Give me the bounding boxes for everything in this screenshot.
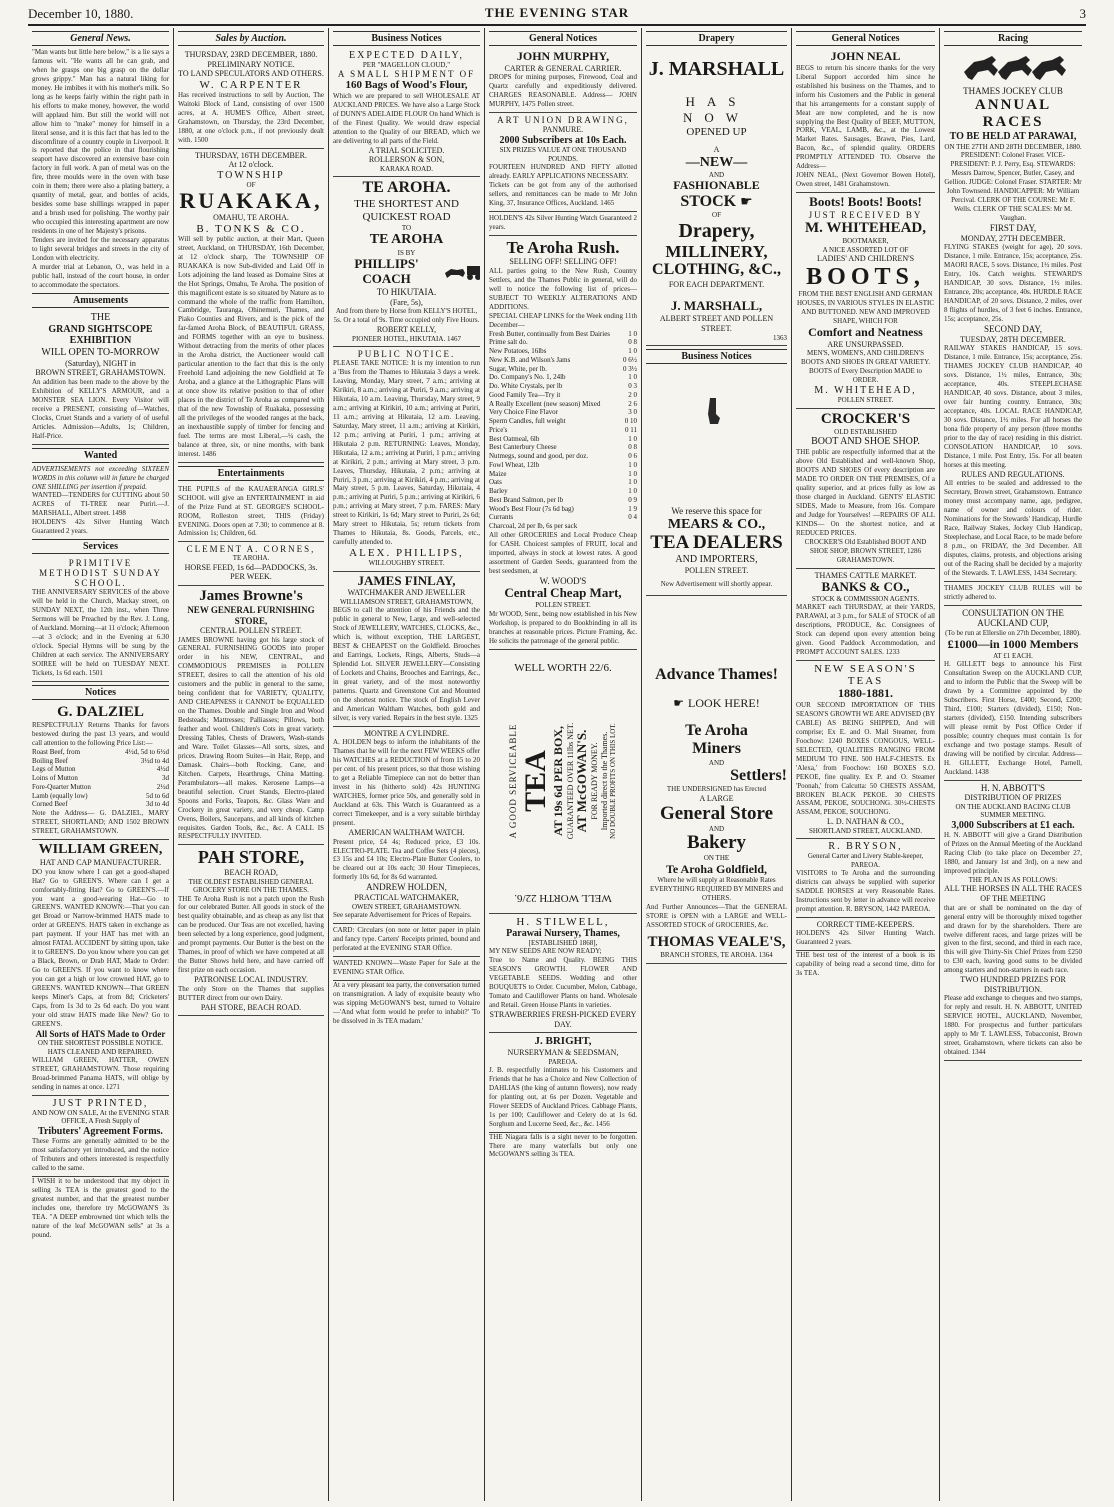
grocery-row-label: Very Choice Fine Flavor — [489, 408, 559, 417]
advertisement: G. DALZIEL RESPECTFULLY Returns Thanks for favors bestowed during the past 13 years, and would call attention to the following Price List:— Roast Beef, from 4½d, 5d to 6½d Boiling Beef 3½d to 4d Legs of Mutton 4½d Loins of Mutton 3d Fore-Quarter Mutton 2½d Lamb (equally low) 5d to 6d Corned Beef 3d to 4d Note the Address— G. DALZIEL, MARY STREET, SHORTLAND; AND 1502 BROWN STREET, GRAHAMSTOWN. — [32, 702, 169, 840]
column-drapery — [642, 28, 792, 1501]
section-heading: Wanted — [32, 448, 169, 463]
grocery-row-label: New Potatoes, 16lbs — [489, 347, 547, 356]
section-heading: Business Notices — [333, 31, 480, 46]
grocery-row-label: Fresh Butter, continually from Best Dairies — [489, 329, 611, 338]
grocery-row-price: 1 0 — [628, 469, 637, 478]
advertisement: WANTED KNOWN—Waste Paper for Sale at the EVENING STAR Office. — [333, 957, 480, 981]
section-heading: General Notices — [489, 31, 637, 46]
price-row-label: Legs of Mutton — [32, 765, 76, 774]
grocery-row-price: 0 8 — [628, 338, 637, 347]
grocery-row-price: 1 0 — [628, 434, 637, 443]
price-row-price: 2½d — [156, 782, 169, 791]
grocery-row-price: 1 0 — [628, 478, 637, 487]
section-heading: General News. — [32, 31, 169, 46]
advertisement: H. STILWELL, Parawai Nursery, Thames, [ESTABLISHED 1868], MY NEW SEEDS ARE NOW READY; True to Name and Quality. BEING THIS SEASON'S GROWTH. FLOWER AND VEGETABLE SEEDS. Wedding and other BOUQUETS to Order. Cucumber, Melon, Cabbage, Tomato and Cauliflower Plants on hand. Wholesale and Retail. Green House Plants in varieties. STRAWBERRIES FRESH-PICKED EVERY DAY. — [489, 914, 637, 1034]
section-heading: General Notices — [796, 31, 935, 46]
advertisement — [646, 366, 787, 596]
section-heading: Business Notices — [646, 349, 787, 364]
grocery-row — [489, 478, 637, 487]
grocery-row — [489, 426, 637, 435]
grocery-row-price: 1 0 — [628, 347, 637, 356]
price-row-label: Lamb (equally low) — [32, 791, 88, 800]
column-business-notices: Business Notices EXPECTED DAILY, PER "MAGELLON CLOUD," A SMALL SHIPMENT OF 160 Bags of Wood's Flour, Which we are prepared to sell WHOLESALE AT AUCKLAND PRICES. We have also a Large Stock of DUNN'S ADELAIDE FLOUR On hand Which is of the Finest Quality. We would draw especial attention to the Quality of our BREAD, which we are delivering to all parts of the Field. A TRIAL SOLICITED. ROLLERSON & SON, KARAKA ROAD. TE AROHA. THE SHORTEST AND QUICKEST ROAD TO TE AROHA IS BY PHILLIPS' COACH TO HIKUTAIA. (Fare, 5s), And from there by Horse from KELLY'S HOTEL, 5s. Or a total of 9s. Time occupied only Five Hours. ROBERT KELLY, PIONEER HOTEL, HIKUTAIA. 1467 PUBLIC NOTICE. PLEASE TAKE NOTICE: It is my intention to run a 'Bus from the Thames to Hikutaia 3 days a week. Leaving, Monday, Mary street, 7 a.m.; arriving at Kirikiri, 8 a.m.; arriving at Puriri, 9 a.m.; arriving at Hikutaia, 10 a.m. Leaving, Thursday, Mary street, 9 a.m.; arriving at Kirikiri, 10 a.m.; arriving at Puriri, 11 a.m.; arriving at Hikutaia, 12 a.m. Leaving, Saturday, Mary street, 11 a.m.; arriving at Kirikiri, 12 p.m.; arriving at Puriri, 1 p.m.; arriving at Hikutaia 2 p.m. RETURNING: Leaves, Monday, Hikutaia, 12 a.m.; arriving at Puriri, 1 p.m.; arriving at Kirikiri, 2 p.m.; arriving at Mary street, 3 p.m. Leaves, Thursday, Hikutaia, 2 p.m.; arriving at Puriri, 3 p.m.; arriving at Kirikiri, 4 p.m.; arriving at Mary street, 5 p.m. Leaves, Saturday, Hikutaia, 4 p.m.; arriving at Puriri, 5 p.m.; arriving at Kirikiri, 6 p.m.; arriving at Mary street, 7 p.m. FARES: Mary street to Kirikiri, 1s 6d; Mary street to Puriri, 2s 6d; Mary street to Hikutaia, 5s; return tickets from Thames to Hikutaia, 8s. Goods, Parcels, etc., carefully attended to. ALEX. PHILLIPS, WILLOUGHBY STREET. JAMES FINLAY, WATCHMAKER AND JEWELLER WILLIAMSON STREET, GRAHAMSTOWN, BEGS to call the attention of his Friends and the public in general to New, Large, and well-selected Stock of JEWELLERY, WATCHES, CLOCKS, &c., which is, without exception, THE LARGEST, BEST & CHEAPEST on the Goldfield. Brooches and Earrings, Lockets, Rings, Alberts, Studs—a Splendid Lot. SILVER JEWELLERY—Consisting of Lockets and Chains, Brooches and Earrings, &c., in great variety, and of the most noteworthy patterns. Quartz and Greenstone Cut and Mounted on the shortest notice. The stock of English Lever and American Waltham Watches, both gold and silver, is very varied. Repairs in the best style. 1325 MONTRE A CYLINDRE. A. HOLDEN begs to inform the inhabitants of the Thames that he will for the next FEW WEEKS offer his WATCHES at a REDUCTION of from 15 to 20 per cent. of his present prices, so that those wishing to get a Reliable Timepiece can not do better than invest in his (hitherto sold) 42s HUNTING WATCHES, former price 50s, and generally sold in Auckland at 63s. This Watch is Guaranteed as a correct Timekeeper, and is a very suitable birthday present. AMERICAN WALTHAM WATCH. Present price, £4 4s; Reduced price, £3 10s. ELECTRO-PLATE. Tea and Coffee Sets (4 pieces), £3 15s and £4 10s; Electro-Plate Butter Coolers, to be cleared out at 10s each; 30 Hour Timepieces, formerly 10s 6d, for 8s 6d warranted. ANDREW HOLDEN, PRACTICAL WATCHMAKER, OWEN STREET, GRAHAMSTOWN. See separate Advertisement for Prices of Repairs. CARD: Circulars (on note or letter paper in plain and fancy type. Carters' Receipts printed, bound and perforated at the EVENING STAR Office. WANTED KNOWN—Waste Paper for Sale at the EVENING STAR Office. At a very pleasant tea party, the conversation turned on transmigration. A lady of exquisite beauty who was sipping McGOWAN'S best, turned to Voltaire—'And what form would he prefer to inhabit?' 'To be dissolved in 3s TEA madam.' — [329, 28, 485, 1501]
advertisement: THAMES JOCKEY CLUB ANNUAL RACES TO BE HELD AT PARAWAI, ON THE 27TH AND 28TH DECEMBER, 1880. PRESIDENT: Colonel Fraser. VICE-PRESIDENT: P. J. Perry, Esq. STEWARDS: Messrs Darrow, Spencer, Butler, Casey, and Gellion. JUDGE: Colonel Fraser. STARTER: Mr John Townsend. HANDICAPPER: Mr William Percival. CLERK OF THE COURSE: Mr F. Wells. CLERK OF THE SCALES: Mr M. Vaughan. FIRST DAY, MONDAY, 27TH DECEMBER. FLYING STAKES (weight for age), 20 sovs. Distance, 1 mile. Entrance, 15s; acceptance, 25s. MAORI RACE, 5 sovs. Distance, 1½ miles. Post Entry, 10s. Catch weights. STEWARD'S HANDICAP, 30 sovs. Distance, 1½ miles. Entrance, 20s; acceptance, 40s. HURDLE RACE HANDICAP, of 20 sovs. Distance, 2 miles, over 8 flights of hurdles, of 3 feet 6 inches. Entrance, 15s; acceptance, 25s. SECOND DAY, TUESDAY, 28TH DECEMBER. RAILWAY STAKES HANDICAP, 15 sovs. Distance, 1 mile. Entrance, 15s; acceptance, 25s. THAMES JOCKEY CLUB HANDICAP, 40 sovs. Distance, 1½ miles, Entrance, 30s; acceptance, 40s. STEEPLECHASE HANDICAP, 40 sovs. Distance, about 3 miles, over fair hunting country. Entrance, 30s; acceptance, 40s. LOCAL RACE HANDICAP, 30 sovs. Distance, 1½ miles. For all horses the bona fide property of any person (three months prior to the day of race) residing in this district. CONSOLATION HANDICAP, 10 sovs. Distance, 1 mile. Post Entry, 15s. For all beaten horses at this meeting. RULES AND REGULATIONS. All entries to be sealed and addressed to the Secretary, Brown street, Grahamstown. Entrance money must accompany name, age, pedigree, name of owner and colours of rider. Nominations for the Stewards' Handicap, Hurdle Race, Railway Stakes, Jockey Club Handicap, Steeplechase, and Local Race, to be made before 8 p.m., on FRIDAY, the 3rd December. All disputes, claims, protests, and objections arising out of the Racing shall be decided by a majority of the Stewards. T. LAWLESS, 1434 Secretary. — [944, 84, 1082, 582]
racehorses-icon — [958, 48, 1068, 82]
grocery-row-label: Fowl Wheat, 12lb — [489, 460, 540, 469]
grocery-row-label: New K.B. and Wilson's Jams — [489, 355, 571, 364]
price-row-price: 3½d to 4d — [140, 756, 169, 765]
grocery-row — [489, 487, 637, 496]
advertisement: PAH STORE, BEACH ROAD, THE OLDEST ESTABLISHED GENERAL GROCERY STORE ON THE THAMES. THE Te Aroha Rush is not a patch upon the Rush for our celebrated Butter. All goods in stock of the best quality obtainable, and as cheap as any list that can be produced. Our Teas are not excelled, having been selected by a long experience, good judgment, and prompt payments. Our Butter is the best on the Thames, in proof of which we have competed at all the Butter Shows held here, and have carried off first prize on each occasion. PATRONISE LOCAL INDUSTRY. The only Store on the Thames that supplies BUTTER direct from our own Dairy. PAH STORE, BEACH ROAD. — [178, 845, 324, 1016]
pointing-hand-icon — [704, 396, 724, 426]
grocery-row — [489, 452, 637, 461]
grocery-row-label: Good Family Tea—Try it — [489, 390, 561, 399]
coach-and-horses-icon — [443, 263, 480, 281]
advertisement: Te Aroha Rush. SELLING OFF! SELLING OFF! ALL parties going to the New Rush, Country Settlers, and the Thames Public in general, will do well to notice the following list of prices— SUBJECT TO WEEKLY ALTERATIONS AND ADDITIONS. SPECIAL CHEAP LINKS for the Week ending 11th December— Fresh Butter, continually from Best Dairies 1 0 Prime salt do. 0 8 New Potatoes, 16lbs 1 0 New K.B. and Wilson's Jams 0 6½ Sugar, White, per lb. 0 3½ Do. Company's No. 1, 24lb 1 0 Do. White Crystals, per lb 0 3 Good Family Tea—Try it 2 0 A Really Excellent (new season) Mixed 2 6 Very Choice Fine Flavor 3 0 Sperm Candles, full weight 0 10 Price's 0 11 Best Oatmeal, 6lb 1 0 Best Canterbury Cheese 0 8 Nutmegs, sound and good, per doz. 0 6 Fowl Wheat, 12lb 1 0 Maize 1 0 Oats 1 0 Barley 1 0 Best Brand Salmon, per lb 0 9 Wood's Best Flour (7s 6d bag) 1 9 Currants 0 4 Charcoal, 2d per lb, 6s per sack All other GROCERIES and Local Produce Cheap for CASH. Choicest samples of FRUIT, local and imported, always in stock at lowest rates. A good assortment of Garden Seeds, guaranteed from the best seedsmen, at W. WOOD'S Central Cheap Mart, POLLEN STREET. Mr WOOD, Senr., being now established in his New Workshop, is prepared to do Bookbinding in all its branches at reasonable prices. Picture Framing, &c. He solicits the patronage of the general public. — [489, 236, 637, 650]
advertisement: CLEMENT A. CORNES, TE AROHA. HORSE FEED, 1s 6d—PADDOCKS, 3s. PER WEEK. — [178, 542, 324, 586]
grocery-row-label: Price's — [489, 425, 508, 434]
price-row — [32, 783, 169, 792]
grocery-row — [489, 443, 637, 452]
advertisement: THURSDAY, 23RD DECEMBER, 1880. PRELIMINARY NOTICE. TO LAND SPECULATORS AND OTHERS. W. CARPENTER Has received instructions to sell by Auction, The Waitoki Block of Land, consisting of over 1500 acres, at A. HUME'S Office, Albert street, Grahamstown, on Thursday, the 23rd December, 1880, at one o'clock p.m., if not previously dealt with. 1500 — [178, 48, 324, 149]
price-row-label: Loins of Mutton — [32, 774, 78, 783]
price-row-label: Corned Beef — [32, 800, 68, 809]
masthead: THE EVENING STAR — [484, 5, 630, 20]
grocery-row-label: A Really Excellent (new season) Mixed — [489, 399, 601, 408]
grocery-row — [489, 400, 637, 409]
pointing-hand-icon: ☛ — [740, 195, 753, 211]
advertisement: THAMES JOCKEY CLUB RULES will be strictly adhered to. — [944, 582, 1082, 606]
grocery-row-price: 2 6 — [628, 399, 637, 408]
grocery-row — [489, 356, 637, 365]
grocery-row — [489, 522, 637, 531]
price-row-price: 4½d — [156, 765, 169, 774]
grocery-row — [489, 373, 637, 382]
news-item: "Man wants but little here below," is a lie says a famous wit. "He wants all he can grab, and when he grasps one big grasp on the dollar grows grippy." Man has a natural liking for money. He imbibes it with his mother's milk. So long as he keeps fairly within the right path in his efforts to make money, however, the world will applaud him. But still the world will not allow him to "make" money for himself in a literal sense, and it is this fact that has led to the discomfiture of a country couple in Liverpool. It is reported that the police in that flourishing seaport have discovered an extensive base coin factory in full work. A pan of metal was on the fire, three moulds were in the oven with base coin in them; there were also a plating battery, a quantity of metal, gear, and bottles of acids, besides some base shillings wrapped in paper and a brush used for polishing. The worthy pair who occupied this interesting apartment are now residents in one of her Majesty's prisons. — [32, 48, 169, 236]
advertisement: HOLDEN'S 42s Silver Hunting Watch Guaranteed 2 years. — [489, 212, 637, 236]
price-row-label: Fore-Quarter Mutton — [32, 782, 91, 791]
column-general-notices: General Notices JOHN MURPHY, CARTER & GENERAL CARRIER. DROPS for mining purposes, Firewood, Coal and Quartz carefully and expeditiously delivered. CHARGES REASONABLE. Address— JOHN MURPHY, 1475 Pollen street. ART UNION DRAWING, PANMURE. 2000 Subscribers at 10s Each. SIX PRIZES VALUE AT ONE THOUSAND POUNDS. FOURTEEN HUNDRED AND FIFTY allotted already. EARLY APPLICATIONS NECESSARY. Tickets can be got from any of the authorised sellers, and remittances can be made to Mr John King, 37, Insurance Offices, Auckland. 1465 HOLDEN'S 42s Silver Hunting Watch Guaranteed 2 years. Te Aroha Rush. SELLING OFF! SELLING OFF! ALL parties going to the New Rush, Country Settlers, and the Thames Public in general, will do well to notice the following list of prices— SUBJECT TO WEEKLY ALTERATIONS AND ADDITIONS. SPECIAL CHEAP LINKS for the Week ending 11th December— Fresh Butter, continually from Best Dairies 1 0 Prime salt do. 0 8 New Potatoes, 16lbs 1 0 New K.B. and Wilson's Jams 0 6½ Sugar, White, per lb. 0 3½ Do. Company's No. 1, 24lb 1 0 Do. White Crystals, per lb 0 3 Good Family Tea—Try it 2 0 A Really Excellent (new season) Mixed 2 6 Very Choice Fine Flavor 3 0 Sperm Candles, full weight 0 10 Price's 0 11 Best Oatmeal, 6lb 1 0 Best Canterbury Cheese 0 8 Nutmegs, sound and good, per doz. 0 6 Fowl Wheat, 12lb 1 0 Maize 1 0 Oats 1 0 Barley 1 0 Best Brand Salmon, per lb 0 9 Wood's Best Flour (7s 6d bag) 1 9 Currants 0 4 Charcoal, 2d per lb, 6s per sack All other GROCERIES and Local Produce Cheap for CASH. Choicest samples of FRUIT, local and imported, always in stock at lowest rates. A good assortment of Garden Seeds, guaranteed from the best seedsmen, at W. WOOD'S Central Cheap Mart, POLLEN STREET. Mr WOOD, Senr., being now established in his New Workshop, is prepared to do Bookbinding in all its branches at reasonable prices. Picture Framing, &c. He solicits the patronage of the general public. WELL WORTH 22/6. A GOOD SERVICEABLE TEA AT 19s 6d PER BOX, GUARANTEED OVER 11lbs NET. AT McGOWAN'S. FOR READY MONEY. Imported direct to the Thames. NO DOUBLE PROFITS ON THIS LOT. WELL WORTH 22/6. H. STILWELL, Parawai Nursery, Thames, [ESTABLISHED 1868], MY NEW SEEDS ARE NOW READY; True to Name and Quality. BEING THIS SEASON'S GROWTH. FLOWER AND VEGETABLE SEEDS. Wedding and other BOUQUETS to Order. Cucumber, Melon, Cabbage, Tomato and Cauliflower Plants on hand. Wholesale and Retail. Green House Plants in varieties. STRAWBERRIES FRESH-PICKED EVERY DAY. J. BRIGHT, NURSERYMAN & SEEDSMAN, PAREOA. J. B. respectfully intimates to his Customers and Friends that he has a Choice and New Collection of DAHLIAS (the king of autumn flowers), now ready for planting out, at 6s per Dozen. Vegetable and Flower SEEDS of Auckland Prices. Cabbage Plants, 1s per 100; Cauliflower and Celery do at 1s 6d. Sorghum and Lucerne Seed, &c., &c. 1456 THE Niagara falls is a sight never to be forgotten. There are many waterfalls but only one McGOWAN'S selling 3s TEA. — [485, 28, 642, 1501]
grocery-row-label: Maize — [489, 469, 507, 478]
grocery-row-label: Do. White Crystals, per lb — [489, 382, 563, 391]
advertisement: JUST PRINTED, AND NOW ON SALE, At the EVENING STAR OFFICE, A Fresh Supply of Tributers' Agreement Forms. These Forms are generally admitted to be the most satisfactory yet introduced, and the notice of Tributers and others interested is respectfully called to the same. — [32, 1096, 169, 1177]
advertisement: NEW SEASON'S TEAS 1880-1881. OUR SECOND IMPORTATION OF THIS SEASON'S GROWTH WE ARE ADVISED (BY CABLE) AS BEING SHIPPED, And will comprise; Ex E. and O. Mail Steamer, from Foochow: 1240 BOXES CONGOUS, WELL-SELECTED, QUALITIES RANGING FROM MEDIUM TO FINE. 500 HALF-CHESTS. Ex 'Alexa,' from Foochow: 160 BOXES S.O. PEKOE, fine quality. Ex P. and O. Steamer 'Poonah,' from Calcutta: 50 CHESTS ASSAM, BROKEN BLACK PEKOE. 30 CHESTS ASSAM, PEKOE, SOUCHONG. 30½-CHESTS ASSAM, PEKOE, SOUCHONG. L. D. NATHAN & CO., SHORTLAND STREET, AUCKLAND. — [796, 661, 935, 839]
advertisement: THE PUPILS of the KAUAERANGA GIRLS' SCHOOL will give an ENTERTAINMENT in aid of the Prize Fund at ST. GEORGE'S SCHOOL-ROOM, Rolleston street, THIS (Friday) EVENING. Doors open at 7.30; to commence at 8. Admission 1s; Children, 6d. — [178, 483, 324, 543]
advertisement: CORRECT TIME-KEEPERS. HOLDEN'S 42s Silver Hunting Watch. Guaranteed 2 years. — [796, 918, 935, 952]
newspaper-columns — [28, 28, 1086, 1501]
grocery-row-price: 0 3 — [628, 382, 637, 391]
price-row-price: 4½d, 5d to 6½d — [125, 747, 169, 756]
tea-advertisement: WELL WORTH 22/6. A GOOD SERVICEABLE TEA AT 19s 6d PER BOX, GUARANTEED OVER 11lbs NET. AT McGOWAN'S. FOR READY MONEY. Imported direct to the Thames. NO DOUBLE PROFITS ON THIS LOT. WELL WORTH 22/6. — [489, 650, 637, 914]
grocery-row-label: Sugar, White, per lb. — [489, 364, 547, 373]
advertisement: Advance Thames! ☛ LOOK HERE! Te Aroha Miners AND Settlers! THE UNDERSIGNED has Erected A LARGE General Store AND Bakery ON THE Te Aroha Goldfield, Where he will supply at Reasonable Rates EVERYTHING REQUIRED BY MINERS and OTHERS. And Further Announces—That the GENERAL STORE is OPEN with a LARGE and WELL-ASSORTED STOCK of GROCERIES, &c. THOMAS VEALE'S, BRANCH STORES, TE AROHA. 1364 — [646, 596, 787, 964]
advertisement: James Browne's NEW GENERAL FURNISHING STORE, CENTRAL POLLEN STREET. JAMES BROWNE having got his large stock of GENERAL FURNISHING GOODS into proper order in his NEW, CENTRAL, and COMMODIOUS PREMISES in POLLEN STREET, desires to call the attention of his old customers and the public in general to the same, being confident that for VARIETY, QUALITY, AND CHEAPNESS it CANNOT be EQUALLED on the Thames. Double and Single Iron and Wood Bedsteads; Mattresses; Palliasses; Pillows, both feather and wool. Children's Cots in great variety. Dressing Tables, Chests of Drawers, Wash-stands and Ware. Toilet Glasses—All sorts, sizes, and prices. Drawing Room Suites—in Hair, Repp, and Damask. Chairs—both Rocking, Cane, and Kitchen. Carpets, Hearthrugs, China Matting. Perambulators—all makes. Kerosene Lamps—a beautiful selection. Cruet Stands, Electro-plated Spoons and Forks, Teapots, &c. Glass Ware and Crockery in great variety, and very cheap. Camp Ovens, Boilers, Saucepans, and all kinds of kitchen requisites. Garden Tools, &c., &c. A CALL IS RESPECTFULLY INVITED. — [178, 586, 324, 845]
grocery-row-label: Barley — [489, 487, 508, 496]
grocery-row-price: 0 6 — [628, 452, 637, 461]
grocery-row-price: 1 0 — [628, 373, 637, 382]
grocery-row — [489, 391, 637, 400]
grocery-row-label: Prime salt do. — [489, 338, 528, 347]
grocery-row — [489, 382, 637, 391]
section-heading: Drapery — [646, 31, 787, 46]
price-list — [32, 748, 169, 809]
grocery-row-label: Do. Company's No. 1, 24lb — [489, 373, 566, 382]
grocery-row-price: 1 0 — [628, 460, 637, 469]
grocery-row-label: Best Oatmeal, 6lb — [489, 434, 540, 443]
column-racing — [940, 28, 1086, 1501]
grocery-row — [489, 513, 637, 522]
price-row-price: 3d to 4d — [146, 800, 169, 809]
advertisement: Boots! Boots! Boots! JUST RECEIVED BY M. WHITEHEAD, BOOTMAKER, A NICE ASSORTED LOT OF LADIES' AND CHILDREN'S BOOTS, FROM THE BEST ENGLISH AND GERMAN HOUSES, IN VARIOUS STYLES IN ELASTIC AND BUTTONED. NEW AND IMPROVED SHAPE, WHICH FOR Comfort and Neatness ARE UNSURPASSED. MEN'S, WOMEN'S, AND CHILDREN'S BOOTS AND SHOES IN GREAT VARIETY. BOOTS of Every Description MADE to ORDER. M. WHITEHEAD, POLLEN STREET. — [796, 193, 935, 408]
grocery-row-label: Charcoal, 2d per lb, 6s per sack — [489, 522, 578, 531]
price-row-price: 3d — [162, 774, 169, 783]
grocery-row — [489, 408, 637, 417]
advertisement: MONTRE A CYLINDRE. A. HOLDEN begs to inform the inhabitants of the Thames that he will for the next FEW WEEKS offer his WATCHES at a REDUCTION of from 15 to 20 per cent. of his present prices, so that those wishing to get a Reliable Timepiece can not do better than invest in his (hitherto sold) 42s HUNTING WATCHES, former price 50s, and generally sold in Auckland at 63s. This Watch is Guaranteed as a correct Timekeeper, and is a very suitable birthday present. AMERICAN WALTHAM WATCH. Present price, £4 4s; Reduced price, £3 10s. ELECTRO-PLATE. Tea and Coffee Sets (4 pieces), £3 15s and £4 10s; Electro-Plate Butter Coolers, to be cleared out at 10s each; 30 Hour Timepieces, formerly 10s 6d, for 8s 6d warranted. ANDREW HOLDEN, PRACTICAL WATCHMAKER, OWEN STREET, GRAHAMSTOWN. See separate Advertisement for Prices of Repairs. — [333, 727, 480, 924]
news-item: Tenders are invited for the necessary apparatus to light several bridges and streets in the city of London with electricity. — [32, 236, 169, 262]
mears-advert: We reserve this space for MEARS & CO., TEA DEALERS AND IMPORTERS, POLLEN STREET. New Advertisement will shortly appear. — [650, 506, 783, 588]
section-heading: Sales by Auction. — [178, 31, 324, 46]
advertisement: PRIMITIVE METHODIST SUNDAY SCHOOL. THE ANNIVERSARY SERVICES of the above will be held in the Church, Mackay street, on SUNDAY NEXT, the 12th inst., when Three Sermons will be Preached by the Rev. J. Long, of Auckland. Morning—at 11 o'clock; Afternoon—at 3 o'clock; and in the Evening at 6.30 o'clock. Special Hymns will be sung by the Children at each service. The ANNIVERSARY SOIREE will be held on TUESDAY NEXT. Tickets, 1s 6d each. 1501 — [32, 556, 169, 682]
grocery-row — [489, 417, 637, 426]
column-general-news: General News. "Man wants but little here below," is a lie says a famous wit. "He wants all he can grab, and when he grasps one big grasp on the dollar grows grippy." Man has a natural liking for money. He imbibes it with his mother's milk. So long as he keeps fairly within the right path in his efforts to make money, however, the world will applaud him. But still the world will not allow him to "make" money for himself in a literal sense, and it is this fact that has led to the discomfiture of a country couple in Liverpool. It is reported that the police in that flourishing seaport have discovered an extensive base coin factory in full work. A pan of metal was on the fire, three moulds were in the oven with base coin in them; there were also a plating battery, a quantity of metal, gear, and bottles of acids, besides some base shillings wrapped in paper and a brush used for polishing. The worthy pair who occupied this interesting apartment are now residents in one of her Majesty's prisons. Tenders are invited for the necessary apparatus to light several bridges and streets in the city of London with electricity. A murder trial at Lebanon, O., was held in a public hall, instead of the court house, in order to accommodate the spectators. Amusements THE GRAND SIGHTSCOPE EXHIBITION WILL OPEN TO-MORROW (Saturday), NIGHT in BROWN STREET, GRAHAMSTOWN. An addition has been made to the above by the Exhibition of KELLY'S ARMOUR, and a MONSTER SEA LION. Every Visitor will receive a PRESENT, consisting of—Watches, Clocks, Cruet Stands and a variety of of useful Articles. Admission—Adults, 1s; Children, Half-Price. Wanted ADVERTISEMENTS not exceeding SIXTEEN WORDS in this column will in future be charged ONE SHILLING per insertion if prepaid. WANTED—TENDERS for CUTTING about 50 ACRES of TI-TREE near Puriri.—J. MARSHALL, Albert street. 1498 HOLDEN'S 42s Silver Hunting Watch Guaranteed 2 years. Services PRIMITIVE METHODIST SUNDAY SCHOOL. THE ANNIVERSARY SERVICES of the above will be held in the Church, Mackay street, on SUNDAY NEXT, the 12th inst., when Three Sermons will be Preached by the Rev. J. Long, of Auckland. Morning—at 11 o'clock; Afternoon—at 3 o'clock; and in the Evening at 6.30 o'clock. Special Hymns will be sung by the Children at each service. The ANNIVERSARY SOIREE will be held on TUESDAY NEXT. Tickets, 1s 6d each. 1501 Notices G. DALZIEL RESPECTFULLY Returns Thanks for favors bestowed during the past 13 years, and would call attention to the following Price List:— Roast Beef, from 4½d, 5d to 6½d Boiling Beef 3½d to 4d Legs of Mutton 4½d Loins of Mutton 3d Fore-Quarter Mutton 2½d Lamb (equally low) 5d to 6d Corned Beef 3d to 4d Note the Address— G. DALZIEL, MARY STREET, SHORTLAND; AND 1502 BROWN STREET, GRAHAMSTOWN. WILLIAM GREEN, HAT AND CAP MANUFACTURER. DO you know where I can get a good-shaped Hat? Go to GREEN'S. Where can I get a comfortably-fitting Hat? Go to GREEN'S.—If you want a good-wearing Hat—Go to GREEN'S. WANTED KNOWN:—That you can get Broad or Narrow-brimmed HATS made to order at GREEN'S. HATS taken in exchange as part payment. If your HAT has met with an almost FATAL ACCIDENT by sitting upon, take it to GREEN'S. Do you know where you can get a Black, Brown, or Drab HAT, Made to Order: Go to GREEN'S. If you want to know where you can get a high or low crowned HAT, go to GREEN'S. WANTED KNOWN—That GREEN keeps Miner's Caps, at from 8d; Cricketers' Caps, from 1s 3d to 2s 6d each. Do you want your old straw HATS made like New? Go to GREEN'S. All Sorts of HATS Made to Order ON THE SHORTEST POSSIBLE NOTICE. HATS CLEANED AND REPAIRED. WILLIAM GREEN, HATTER, OWEN STREET, GRAHAMSTOWN. Those requiring Broad-brimmed Panama HATS, will oblige by sending in names at once. 1271 JUST PRINTED, AND NOW ON SALE, At the EVENING STAR OFFICE, A Fresh Supply of Tributers' Agreement Forms. These Forms are generally admitted to be the most satisfactory yet introduced, and the notice of Tributers and others interested is respectfully called to the same. I WISH it to be understood that my object in selling 3s TEA is the greatest good to the greatest number, and that the greatest number includes one, therefore try McGOWAN'S 3s TEA. "A DEEP embrowned tint which tells the nature of the leaf McGOWAN sells" at 3s a pound. — [28, 28, 174, 1501]
advertisement: CROCKER'S OLD ESTABLISHED BOOT AND SHOE SHOP. THE public are respectfully informed that at the above Old Established and well-known Shop, BOOTS AND SHOES Of every description are MADE TO ORDER ON THE PREMISES, Of a quality superior, and at prices fully as low as those charged in Auckland. GENTS' ELASTIC SIDES, Made to Measure, from 16s. Compare and Judge for Yourselves! —REPAIRS OF ALL KINDS— On the shortest notice, and at REDUCED PRICES. CROCKER'S Old Established BOOT AND SHOE SHOP, BROWN STREET, 1286 GRAHAMSTOWN. — [796, 409, 935, 569]
grocery-row — [489, 496, 637, 505]
advertisement: THURSDAY, 16TH DECEMBER. At 12 o'clock. TOWNSHIP OF RUAKAKA, OMAHU, TE AROHA. B. TONKS & CO. Will sell by public auction, at their Mart, Queen street, Auckland, on THURSDAY, 16th December, at 12 o'clock sharp, The TOWNSHIP OF RUAKAKA is now Sub-divided and Laid Off in Lots adjoining the land leased as Domaine Sites at the Hot Springs, Omahu, Te Aroha. The position of this magnificent estate is so situated by Nature as to command the whole of the traffic from Hamilton, Cambridge, Tauranga, Ohinemuri, Thames, and Piako Counties and Rivers, and is the pick of the far-famed Aroha Block, of BEAUTIFUL GRASS, and FORMS together with an eye to business. Without detracting from the merits of other places in the Aroha district, the Auctioneer would call particular attention to the fact that this is the only Freehold Land adjoining the new Goldfield at Te Aroha, and a glance at the Lithographic Plans will at once show its relative position to that of other places in the district of Te Aroha as compared with that of the new Township of Ruakaka, possessing all the privileges of the wooded ranges at the back, an inexhaustible supply of timber for fencing and fuel. The terms are most Liberal,—¼ cash, the balance at three, six, or nine months, with bank interest. 1486 — [178, 149, 324, 463]
grocery-row — [489, 330, 637, 339]
grocery-row — [489, 470, 637, 479]
grocery-row-label: Wood's Best Flour (7s 6d bag) — [489, 504, 574, 513]
price-row — [32, 748, 169, 757]
grocery-row — [489, 461, 637, 470]
price-row — [32, 800, 169, 809]
stock-line: STOCK ☛ — [680, 193, 753, 211]
advertisement: JAMES FINLAY, WATCHMAKER AND JEWELLER WILLIAMSON STREET, GRAHAMSTOWN, BEGS to call the attention of his Friends and the public in general to New, Large, and well-selected Stock of JEWELLERY, WATCHES, CLOCKS, &c., which is, without exception, THE LARGEST, BEST & CHEAPEST on the Goldfield. Brooches and Earrings, Lockets, Rings, Alberts, Studs—a Splendid Lot. SILVER JEWELLERY—Consisting of Lockets and Chains, Brooches and Earrings, &c., in great variety, and of the most noteworthy patterns. Quartz and Greenstone Cut and Mounted on the shortest notice. The stock of English Lever and American Waltham Watches, both gold and silver, is very varied. Repairs in the best style. 1325 — [333, 572, 480, 727]
grocery-row-label: Currants — [489, 513, 514, 522]
advertisement: WILLIAM GREEN, HAT AND CAP MANUFACTURER. DO you know where I can get a good-shaped Hat? Go to GREEN'S. Where can I get a comfortably-fitting Hat? Go to GREEN'S.—If you want a good-wearing Hat—Go to GREEN'S. WANTED KNOWN:—That you can get Broad or Narrow-brimmed HATS made to order at GREEN'S. HATS taken in exchange as part payment. If your HAT has met with an almost FATAL ACCIDENT by sitting upon, take it to GREEN'S. Do you know where you can get a Black, Brown, or Drab HAT, Made to Order: Go to GREEN'S. If you want to know where you can get a high or low crowned HAT, go to GREEN'S. WANTED KNOWN—That GREEN keeps Miner's Caps, at from 8d; Cricketers' Caps, from 1s 3d to 2s 6d each. Do you want your old straw HATS made like New? Go to GREEN'S. All Sorts of HATS Made to Order ON THE SHORTEST POSSIBLE NOTICE. HATS CLEANED AND REPAIRED. WILLIAM GREEN, HATTER, OWEN STREET, GRAHAMSTOWN. Those requiring Broad-brimmed Panama HATS, will oblige by sending in names at once. 1271 — [32, 840, 169, 1096]
price-row — [32, 765, 169, 774]
advertisement: THAMES CATTLE MARKET. BANKS & CO., STOCK & COMMISSION AGENTS. MARKET each THURSDAY, at their YARDS, PARAWAI, at 3 p.m., for SALE of STOCK of all descriptions, PRODUCE, &c. Consignees of Stock can depend upon every attention being given. Good Paddock Accommodation, and PROMPT ACCOUNT SALES. 1233 — [796, 569, 935, 662]
grocery-row-price: 0 3½ — [623, 364, 637, 373]
advertisement: JOHN MURPHY, CARTER & GENERAL CARRIER. DROPS for mining purposes, Firewood, Coal and Quartz carefully and expeditiously delivered. CHARGES REASONABLE. Address— JOHN MURPHY, 1475 Pollen street. — [489, 48, 637, 113]
advertisement: CARD: Circulars (on note or letter paper in plain and fancy type. Carters' Receipts printed, bound and perforated at the EVENING STAR Office. — [333, 924, 480, 957]
grocery-row-price: 0 11 — [625, 425, 637, 434]
advertisement: TE AROHA. THE SHORTEST AND QUICKEST ROAD TO TE AROHA IS BY PHILLIPS' COACH TO HIKUTAIA. (Fare, 5s), And from there by Horse from KELLY'S HOTEL, 5s. Or a total of 9s. Time occupied only Five Hours. ROBERT KELLY, PIONEER HOTEL, HIKUTAIA. 1467 — [333, 177, 480, 347]
grocery-row-price: 0 10 — [624, 417, 637, 426]
column-sales-by-auction — [174, 28, 329, 1501]
grocery-row — [489, 338, 637, 347]
grocery-row-price: 0 8 — [628, 443, 637, 452]
grocery-row — [489, 435, 637, 444]
section-heading: Amusements — [32, 293, 169, 308]
look-here-line: ☛ LOOK HERE! — [673, 695, 760, 710]
pointing-hand-icon: ☛ — [673, 695, 685, 710]
page-number: 3 — [1079, 6, 1086, 21]
grocery-row-price: 2 0 — [628, 390, 637, 399]
grocery-row-label: Best Brand Salmon, per lb — [489, 495, 564, 504]
grocery-row-price: 1 0 — [628, 329, 637, 338]
column-general-notices-2: General Notices JOHN NEAL BEGS to return his sincere thanks for the very Liberal Support accorded him since he established his business on the Thames, and to inform his Customers and the Public in general that his arrangements for a constant supply of Meat are now completed, and he is now supplying the Best Quality of BEEF, MUTTON, PORK, VEAL, LAMB, &c., at the Lowest Market Rates. Sausages, Brawn, Pies, Lard, Bacon, &c., of splendid quality. ORDERS PROMPTLY ATTENDED TO. Observe the Address— JOHN NEAL, (Next Governor Bowen Hotel), Owen street, 1481 Grahamstown. Boots! Boots! Boots! JUST RECEIVED BY M. WHITEHEAD, BOOTMAKER, A NICE ASSORTED LOT OF LADIES' AND CHILDREN'S BOOTS, FROM THE BEST ENGLISH AND GERMAN HOUSES, IN VARIOUS STYLES IN ELASTIC AND BUTTONED. NEW AND IMPROVED SHAPE, WHICH FOR Comfort and Neatness ARE UNSURPASSED. MEN'S, WOMEN'S, AND CHILDREN'S BOOTS AND SHOES IN GREAT VARIETY. BOOTS of Every Description MADE to ORDER. M. WHITEHEAD, POLLEN STREET. CROCKER'S OLD ESTABLISHED BOOT AND SHOE SHOP. THE public are respectfully informed that at the above Old Established and well-known Shop, BOOTS AND SHOES Of every description are MADE TO ORDER ON THE PREMISES, Of a quality superior, and at prices fully as low as those charged in Auckland. GENTS' ELASTIC SIDES, Made to Measure, from 16s. Compare and Judge for Yourselves! —REPAIRS OF ALL KINDS— On the shortest notice, and at REDUCED PRICES. CROCKER'S Old Established BOOT AND SHOE SHOP, BROWN STREET, 1286 GRAHAMSTOWN. THAMES CATTLE MARKET. BANKS & CO., STOCK & COMMISSION AGENTS. MARKET each THURSDAY, at their YARDS, PARAWAI, at 3 p.m., for SALE of STOCK of all descriptions, PRODUCE, &c. Consignees of Stock can depend upon every attention being given. Good Paddock Accommodation, and PROMPT ACCOUNT SALES. 1233 NEW SEASON'S TEAS 1880-1881. OUR SECOND IMPORTATION OF THIS SEASON'S GROWTH WE ARE ADVISED (BY CABLE) AS BEING SHIPPED, And will comprise; Ex E. and O. Mail Steamer, from Foochow: 1240 BOXES CONGOUS, WELL-SELECTED, QUALITIES RANGING FROM MEDIUM TO FINE. 500 HALF-CHESTS. Ex 'Alexa,' from Foochow: 160 BOXES S.O. PEKOE, fine quality. Ex P. and O. Steamer 'Poonah,' from Calcutta: 50 CHESTS ASSAM, BROKEN BLACK PEKOE. 30 CHESTS ASSAM, PEKOE, SOUCHONG. 30½-CHESTS ASSAM, PEKOE, SOUCHONG. L. D. NATHAN & CO., SHORTLAND STREET, AUCKLAND. R. BRYSON, General Carter and Livery Stable-keeper, PAREOA. VISITORS to Te Aroha and the surrounding districts can always be supplied with superior SADDLE HORSES at very Reasonable Rates. Instructions sent by letter in advance will receive prompt attention. R. BRYSON, 1442 PAREOA. CORRECT TIME-KEEPERS. HOLDEN'S 42s Silver Hunting Watch. Guaranteed 2 years. THE best test of the interest of a book is its capability of being read a second time, ditto for 3s TEA. — [792, 28, 940, 1501]
price-row — [32, 757, 169, 766]
section-heading: Entertainments — [178, 466, 324, 481]
coach-line: PHILLIPS' COACH — [333, 257, 480, 287]
advertisement: J. MARSHALL HAS NOW OPENED UP A —NEW— AND FASHIONABLE STOCK ☛ OF Drapery, MILLINERY, CLOTHING, &C., FOR EACH DEPARTMENT. J. MARSHALL, ALBERT STREET AND POLLEN STREET. 1363 — [646, 48, 787, 346]
grocery-row-price: 0 9 — [628, 495, 637, 504]
grocery-row — [489, 365, 637, 374]
grocery-row-label: Oats — [489, 478, 502, 487]
section-heading: Notices — [32, 685, 169, 700]
grocery-row-price: 3 0 — [628, 408, 637, 417]
section-heading: Services — [32, 539, 169, 554]
grocery-row — [489, 347, 637, 356]
advertisement: H. N. ABBOTT'S DISTRIBUTION OF PRIZES ON THE AUCKLAND RACING CLUB SUMMER MEETING. 3,000 Subscribers at £1 each. H. N. ABBOTT will give a Grand Distribution of Prizes on the Annual Meeting of the Auckland Racing Club (to take place on December 27, 1880, and January 1st and 3rd), on a new and improved principle. THE PLAN IS AS FOLLOWS: ALL THE HORSES IN ALL THE RACES OF THE MEETING that are or shall be nominated on the day of general entry will be thoroughly mixed together and drawn for by the shareholders. There are twelve different races, and large prizes will be given to the first, second, and third in each race, this will give Thirty-Six Chief Prizes from £250 to £30 each, leaving good sums to be divided among starters and non-starters in each race. TWO HUNDRED PRIZES FOR DISTRIBUTION. Please add exchange to cheques and two stamps, for reply and result. H. N. ABBOTT, UNITED SERVICE HOTEL, AUCKLAND, November, 1880. For prospectus and further particulars apply to Mr T. LAWLESS, Tobacconist, Brown street, Grahamstown, where tickets can also be obtained. 1344 — [944, 781, 1082, 1062]
grocery-row-price: 1 9 — [628, 504, 637, 513]
advertisement: R. BRYSON, General Carter and Livery Stable-keeper, PAREOA. VISITORS to Te Aroha and the surrounding districts can always be supplied with superior SADDLE HORSES at very Reasonable Rates. Instructions sent by letter in advance will receive prompt attention. R. BRYSON, 1442 PAREOA. — [796, 839, 935, 918]
section-heading: Racing — [944, 31, 1082, 46]
grocery-row — [489, 505, 637, 514]
grocery-row-price: 1 0 — [628, 487, 637, 496]
rotated-tea-text: A GOOD SERVICEABLE TEA AT 19s 6d PER BOX, GUARANTEED OVER 11lbs NET. AT McGOWAN'S. FOR READY MONEY. Imported direct to the Thames. NO DOUBLE PROFITS ON THIS LOT. — [508, 722, 618, 840]
grocery-price-list — [489, 330, 637, 531]
price-row-label: Boiling Beef — [32, 756, 68, 765]
advertisement: J. BRIGHT, NURSERYMAN & SEEDSMAN, PAREOA. J. B. respectfully intimates to his Customers and Friends that he has a Choice and New Collection of DAHLIAS (the king of autumn flowers), now ready for planting out, at 6s per Dozen. Vegetable and Flower SEEDS of Auckland Prices. Cabbage Plants, 1s per 100; Cauliflower and Celery do at 1s 6d. Sorghum and Lucerne Seed, &c., &c. 1456 — [489, 1033, 637, 1132]
issue-date: December 10, 1880. — [28, 6, 134, 21]
page-header — [28, 4, 1086, 26]
advertisement: CONSULTATION ON THE AUCKLAND CUP, (To be run at Ellerslie on 27th December, 1880). £1000—in 1000 Members AT £1 EACH. H. GILLETT begs to announce his First Consultation Sweep on the AUCKLAND CUP, and to inform the Public that the Sweep will be drawn by a Committee appointed by the Subscribers. First Horse, £400; Second, £200; Third, £100; Starters (divided), £150; Non-starters (divided), £150. Intending subscribers will please remit by Post Office Order if possible; country cheques must contain 1s for exchange and two postage stamps. Result of drawing will be notified by circular. Address—H. GILLETT, Exchange Hotel, Parnell, Auckland. 1438 — [944, 606, 1082, 781]
price-row-price: 5d to 6d — [146, 791, 169, 800]
advertisement: EXPECTED DAILY, PER "MAGELLON CLOUD," A SMALL SHIPMENT OF 160 Bags of Wood's Flour, Which we are prepared to sell WHOLESALE AT AUCKLAND PRICES. We have also a Large Stock of DUNN'S ADELAIDE FLOUR On hand Which is of the Finest Quality. We would draw especial attention to the Quality of our BREAD, which we are delivering to all parts of the Field. A TRIAL SOLICITED. ROLLERSON & SON, KARAKA ROAD. — [333, 48, 480, 177]
advertisement: THE GRAND SIGHTSCOPE EXHIBITION WILL OPEN TO-MORROW (Saturday), NIGHT in BROWN STREET, GRAHAMSTOWN. An addition has been made to the above by the Exhibition of KELLY'S ARMOUR, and a MONSTER SEA LION. Every Visitor will receive a PRESENT, consisting of—Watches, Clocks, Cruet Stands and a variety of of useful Articles. Admission—Adults, 1s; Children, Half-Price. — [32, 310, 169, 445]
price-row — [32, 792, 169, 801]
news-item: A murder trial at Lebanon, O., was held in a public hall, instead of the court house, in order to accommodate the spectators. — [32, 262, 169, 289]
grocery-row-price: 0 4 — [628, 513, 637, 522]
advertisement: ART UNION DRAWING, PANMURE. 2000 Subscribers at 10s Each. SIX PRIZES VALUE AT ONE THOUSAND POUNDS. FOURTEEN HUNDRED AND FIFTY allotted already. EARLY APPLICATIONS NECESSARY. Tickets can be got from any of the authorised sellers, and remittances can be made to Mr John King, 37, Insurance Offices, Auckland. 1465 — [489, 113, 637, 212]
grocery-row-label: Sperm Candles, full weight — [489, 417, 566, 426]
grocery-row-label: Best Canterbury Cheese — [489, 443, 557, 452]
grocery-row-label: Nutmegs, sound and good, per doz. — [489, 452, 589, 461]
advertisement: PUBLIC NOTICE. PLEASE TAKE NOTICE: It is my intention to run a 'Bus from the Thames to Hikutaia 3 days a week. Leaving, Monday, Mary street, 7 a.m.; arriving at Kirikiri, 8 a.m.; arriving at Puriri, 9 a.m.; arriving at Hikutaia, 10 a.m. Leaving, Thursday, Mary street, 9 a.m.; arriving at Kirikiri, 10 a.m.; arriving at Puriri, 11 a.m.; arriving at Hikutaia, 12 a.m. Leaving, Saturday, Mary street, 11 a.m.; arriving at Kirikiri, 12 p.m.; arriving at Puriri, 1 p.m.; arriving at Hikutaia 2 p.m. RETURNING: Leaves, Monday, Hikutaia, 12 a.m.; arriving at Puriri, 1 p.m.; arriving at Kirikiri, 2 p.m.; arriving at Mary street, 3 p.m. Leaves, Thursday, Hikutaia, 2 p.m.; arriving at Puriri, 3 p.m.; arriving at Kirikiri, 4 p.m.; arriving at Mary street, 5 p.m. Leaves, Saturday, Hikutaia, 4 p.m.; arriving at Puriri, 5 p.m.; arriving at Kirikiri, 6 p.m.; arriving at Mary street, 7 p.m. FARES: Mary street to Kirikiri, 1s 6d; Mary street to Puriri, 2s 6d; Mary street to Hikutaia, 5s; return tickets from Thames to Hikutaia, 8s. Goods, Parcels, etc., carefully attended to. ALEX. PHILLIPS, WILLOUGHBY STREET. — [333, 347, 480, 571]
price-row — [32, 774, 169, 783]
grocery-row-price: 0 6½ — [623, 355, 637, 364]
advertisement: JOHN NEAL BEGS to return his sincere thanks for the very Liberal Support accorded him since he established his business on the Thames, and to inform his Customers and the Public in general that his arrangements for a constant supply of Meat are now completed, and he is now supplying the Best Quality of BEEF, MUTTON, PORK, VEAL, LAMB, &c., at the Lowest Market Rates. Sausages, Brawn, Pies, Lard, Bacon, &c., of splendid quality. ORDERS PROMPTLY ATTENDED TO. Observe the Address— JOHN NEAL, (Next Governor Bowen Hotel), Owen street, 1481 Grahamstown. — [796, 48, 935, 193]
price-row-label: Roast Beef, from — [32, 747, 81, 756]
